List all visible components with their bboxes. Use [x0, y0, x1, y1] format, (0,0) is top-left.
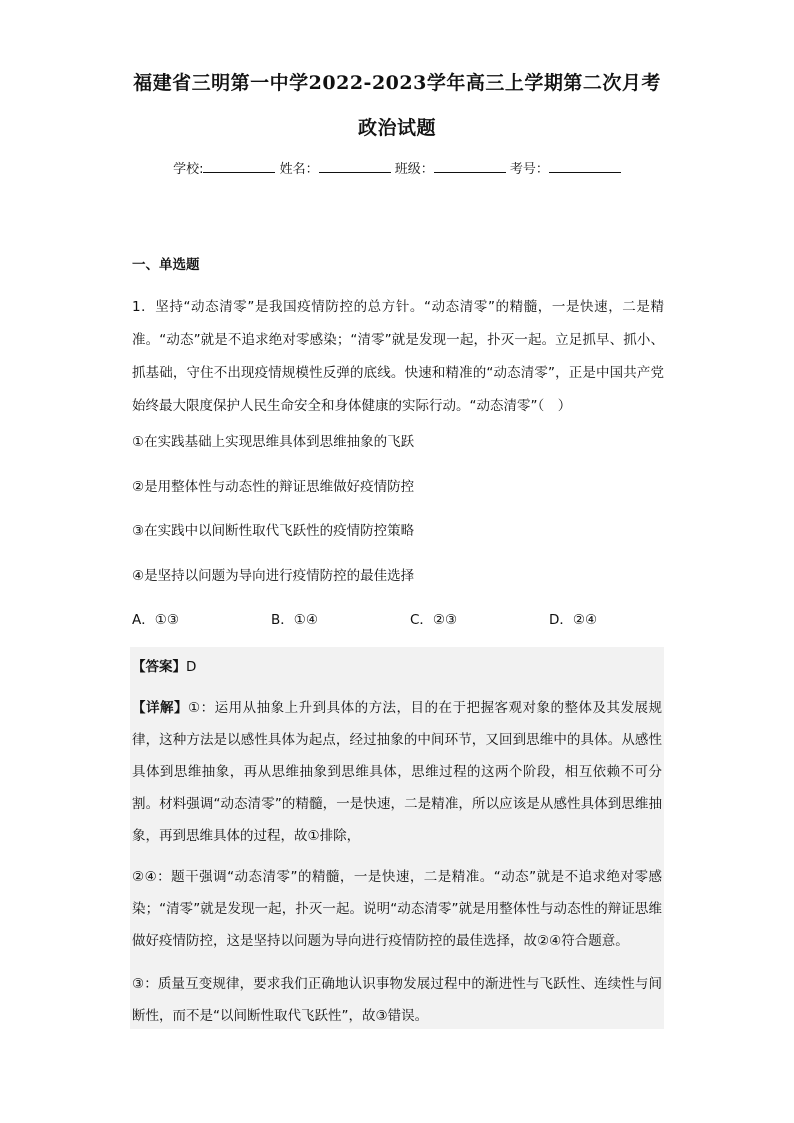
analysis-paragraph — [132, 692, 662, 852]
school-label: 学校: — [173, 162, 204, 177]
exam-number-label: 考号： — [509, 162, 549, 177]
name-label: 姓名： — [279, 162, 319, 177]
choice-b: B．①④ — [271, 612, 318, 628]
analysis-label: 【详解】 — [132, 700, 188, 716]
exam-number-blank — [549, 160, 621, 173]
choice-d: D．②④ — [549, 612, 598, 628]
answer-value: D — [186, 659, 197, 675]
analysis-paragraph: ②④：题干强调“动态清零”的精髓，一是快速，二是精准。“动态”就是不追求绝对零感染；“清零”就是发现一起，扑灭一起。说明“动态清零”就是用整体性与动态性的辩证思维做好疫情防控，这是坚持以问题为导向进行疫情防控的最佳选择，故②④符合题意。 — [132, 869, 662, 949]
answer-label: 【答案】 — [132, 659, 186, 675]
school-blank — [203, 160, 275, 173]
analysis-paragraph: ③：质量互变规律，要求我们正确地认识事物发展过程中的渐进性与飞跃性、连续性与间断性，而不是“以间断性取代飞跃性”，故③错误。 — [132, 976, 662, 1024]
analysis-text: ①：运用从抽象上升到具体的方法，目的在于把握客观对象的整体及其发展规律，这种方法是以感性具体为起点，经过抽象的中间环节，又回到思维中的具体。从感性具体到思维抽象，再从思维抽象到思维具体，思维过程的这两个阶段，相互依赖不可分割。材料强调“动态清零”的精髓，一是快速，二是精准，所以应该是从感性具体到思维抽象，再到思维具体的过程，故①排除， — [132, 700, 663, 844]
question-option: ①在实践基础上实现思维具体到思维抽象的飞跃 — [132, 434, 415, 450]
exam-title: 福建省三明第一中学2022-2023学年高三上学期第二次月考 — [133, 72, 661, 94]
section-title: 一、单选题 — [132, 257, 200, 273]
choice-c: C．②③ — [410, 612, 458, 628]
question-stem: 1．坚持“动态清零”是我国疫情防控的总方针。“动态清零”的精髓，一是快速，二是精准。“动态”就是不追求绝对零感染；“清零”就是发现一起，扑灭一起。立足抓早、抓小、抓基础，守住不出现疫情规模性反弹的底线。快速和精准的“动态清零”，正是中国共产党始终最大限度保护人民生命安全和身体健康的实际行动。“动态清零”（ ） — [132, 299, 664, 414]
student-info-line — [0, 158, 794, 177]
choice-a: A．①③ — [132, 612, 179, 628]
exam-subtitle: 政治试题 — [357, 117, 436, 139]
class-label: 班级： — [394, 162, 434, 177]
question-option: ②是用整体性与动态性的辩证思维做好疫情防控 — [132, 479, 415, 495]
answer-choices — [132, 608, 664, 632]
class-blank — [434, 160, 506, 173]
question-option: ④是坚持以问题为导向进行疫情防控的最佳选择 — [132, 568, 415, 584]
question-option: ③在实践中以间断性取代飞跃性的疫情防控策略 — [132, 523, 415, 539]
name-blank — [319, 160, 391, 173]
answer-line — [132, 655, 196, 675]
